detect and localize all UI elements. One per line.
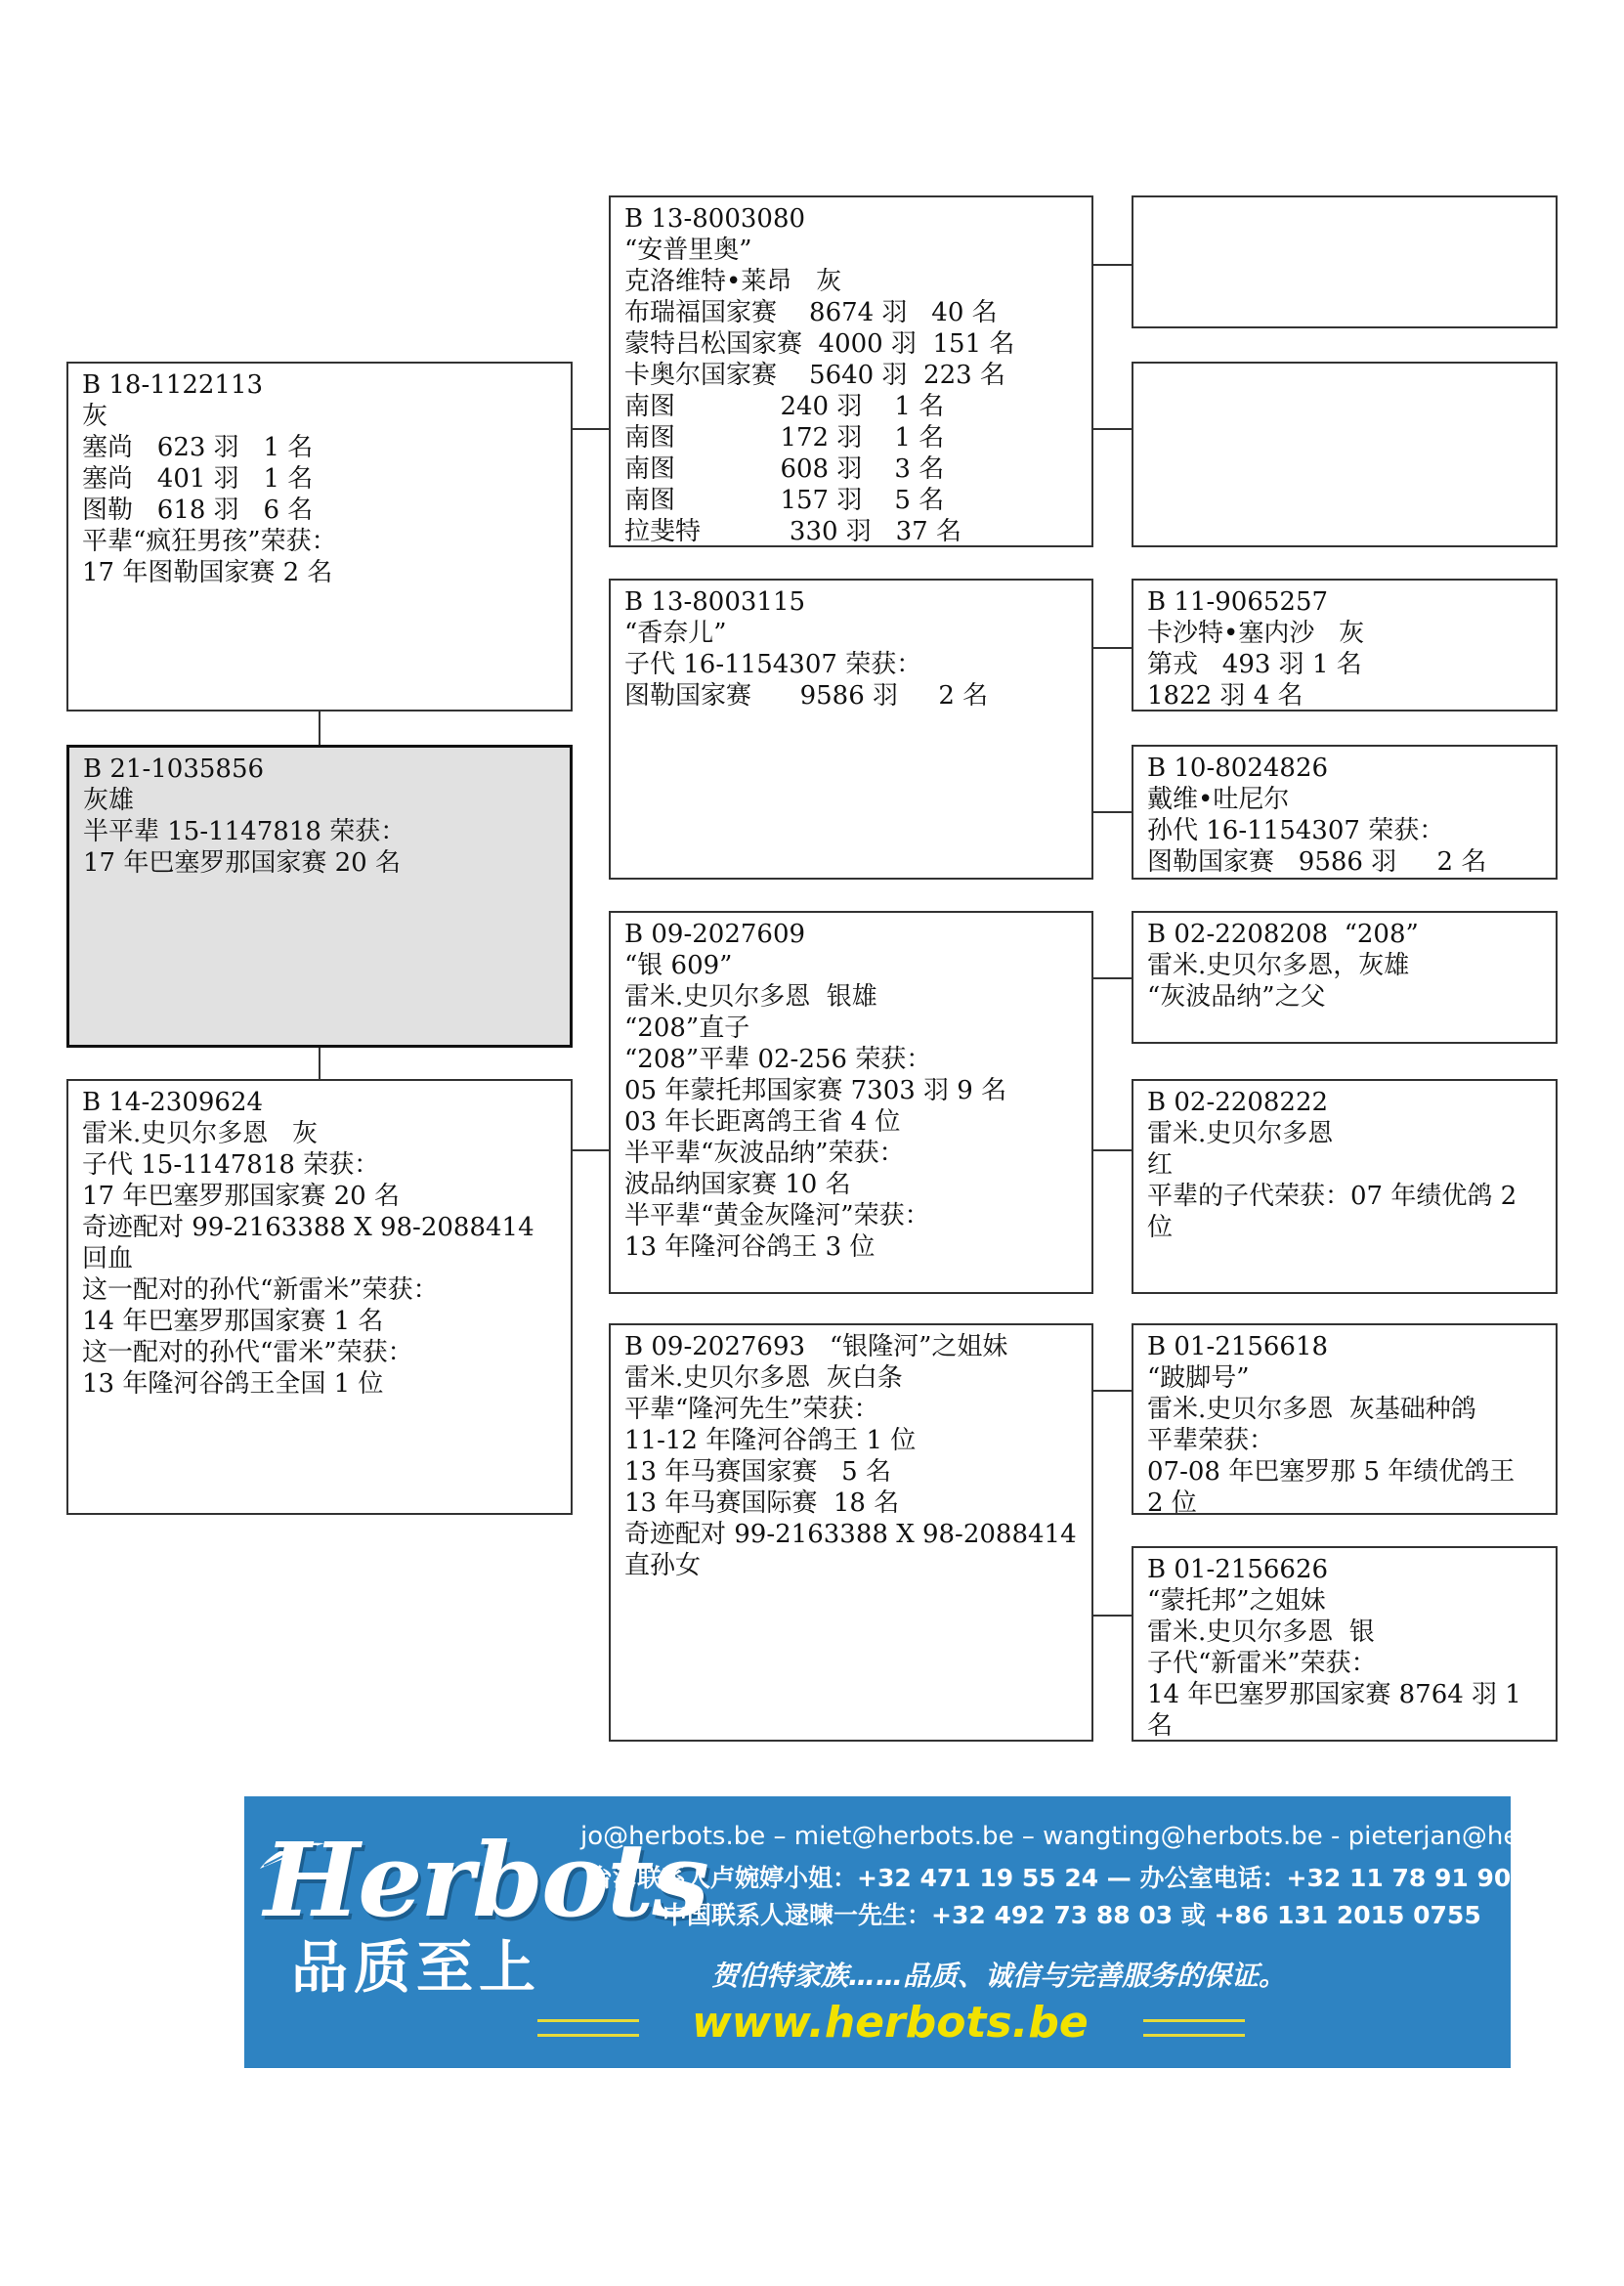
connector-dam-right — [573, 1149, 609, 1151]
connector-subject-dam — [319, 1048, 321, 1079]
sire-dam-card: B 13-8003115 “香奈儿” 子代 16-1154307 荣获： 图勒国家赛 9586 羽 2 名 — [609, 579, 1093, 880]
banner-motto: 贺伯特家族……品质、诚信与完善服务的保证。 — [711, 1960, 1287, 1992]
dam-card: B 14-2309624 雷米.史贝尔多恩 灰 子代 15-1147818 荣获： 17 年巴塞罗那国家赛 20 名 奇迹配对 99-2163388 X 98-2088414 回血 这一配对的孙代“新雷米”荣获： 14 年巴塞罗那国家赛 1 名 这一配对的孙代“雷米”荣获： 13 年隆河谷鸽王全国 1 位 — [66, 1079, 573, 1515]
decorative-lines-left — [537, 2019, 639, 2037]
connector-sire-subject — [319, 712, 321, 745]
herbots-logo: Herbots — [264, 1820, 707, 1940]
connector-dam-dam-a — [1093, 1390, 1132, 1392]
connector-dam-sire-a — [1093, 977, 1132, 979]
sire-card: B 18-1122113 灰 塞尚 623 羽 1 名 塞尚 401 羽 1 名 图勒 618 羽 6 名 平辈“疯狂男孩”荣获： 17 年图勒国家赛 2 名 — [66, 362, 573, 712]
connector-dam-sire-b — [1093, 1149, 1132, 1151]
dam-dam-dam-card: B 01-2156626 “蒙托邦”之姐妹 雷米.史贝尔多恩 银 子代“新雷米”荣获： 14 年巴塞罗那国家赛 8764 羽 1 名 — [1132, 1546, 1558, 1742]
dam-sire-sire-card: B 02-2208208 “208” 雷米.史贝尔多恩，灰雄 “灰波品纳”之父 — [1132, 911, 1558, 1044]
dam-sire-dam-card: B 02-2208222 雷米.史贝尔多恩 红 平辈的子代荣获：07 年绩优鸽 2 位 — [1132, 1079, 1558, 1294]
decorative-lines-right — [1143, 2019, 1245, 2037]
connector-sire-dam-b — [1093, 811, 1132, 813]
sire-dam-dam-card: B 10-8024826 戴维•吐尼尔 孙代 16-1154307 荣获： 图勒国家赛 9586 羽 2 名 — [1132, 745, 1558, 880]
connector-sire-right — [573, 428, 609, 430]
herbots-banner — [244, 1796, 1624, 2068]
website-link[interactable]: www.herbots.be — [692, 1998, 1089, 2048]
dam-dam-card: B 09-2027693 “银隆河”之姐妹 雷米.史贝尔多恩 灰白条 平辈“隆河先生”荣获： 11-12 年隆河谷鸽王 1 位 13 年马赛国家赛 5 名 13 年马赛国际赛 18 名 奇迹配对 99-2163388 X 98-2088414 直孙女 — [609, 1323, 1093, 1742]
banner-china-contact: 中国联系人逯暕一先生：+32 492 73 88 03 或 +86 131 2015 0755 — [662, 1901, 1481, 1929]
sire-dam-sire-card: B 11-9065257 卡沙特•塞内沙 灰 第戎 493 羽 1 名 1822 羽 4 名 — [1132, 579, 1558, 712]
connector-sire-sire-a — [1093, 264, 1132, 266]
connector-sire-dam-a — [1093, 647, 1132, 649]
connector-sire-sire-b — [1093, 428, 1132, 430]
sire-sire-sire-card — [1132, 195, 1558, 328]
banner-taiwan-contact: 台湾联系人卢婉婷小姐：+32 471 19 55 24 — 办公室电话：+32 11 78 91 90 — [588, 1864, 1512, 1892]
connector-dam-dam-b — [1093, 1615, 1132, 1617]
subject-pigeon-card: B 21-1035856 灰雄 半平辈 15-1147818 荣获： 17 年巴塞罗那国家赛 20 名 — [66, 745, 573, 1048]
banner-slogan: 品质至上 — [291, 1934, 542, 2001]
sire-sire-card: B 13-8003080 “安普里奥” 克洛维特•莱昂 灰 布瑞福国家赛 8674 羽 40 名 蒙特吕松国家赛 4000 羽 151 名 卡奥尔国家赛 5640 羽 223 名 南图 240 羽 1 名 南图 172 羽 1 名 南图 608 羽 3 名 南图 157 羽 5 名 拉斐特 330 羽 37 名 — [609, 195, 1093, 547]
banner-emails[interactable]: jo@herbots.be – miet@herbots.be – wangting@herbots.be - pieterjan@herbots.be — [580, 1822, 1624, 1851]
sire-sire-dam-card — [1132, 362, 1558, 547]
dam-dam-sire-card: B 01-2156618 “跛脚号” 雷米.史贝尔多恩 灰基础种鸽 平辈荣获： 07-08 年巴塞罗那 5 年绩优鸽王 2 位 — [1132, 1323, 1558, 1515]
dam-sire-card: B 09-2027609 “银 609” 雷米.史贝尔多恩 银雄 “208”直子 “208”平辈 02-256 荣获： 05 年蒙托邦国家赛 7303 羽 9 名 03 年长距离鸽王省 4 位 半平辈“灰波品纳”荣获： 波品纳国家赛 10 名 半平辈“黄金灰隆河”荣获： 13 年隆河谷鸽王 3 位 — [609, 911, 1093, 1294]
